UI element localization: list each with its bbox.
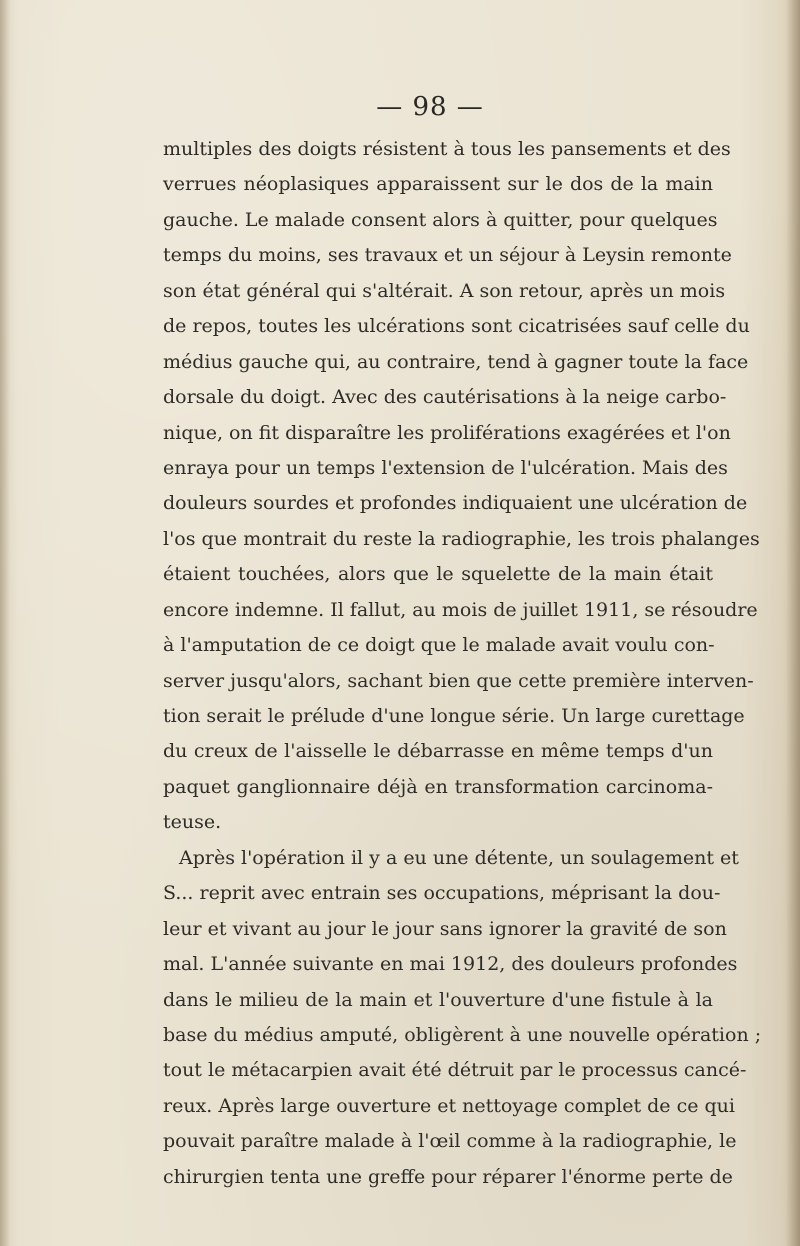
text-line: de repos, toutes les ulcérations sont cicatrisées sauf celle du <box>163 315 750 338</box>
text-line: dorsale du doigt. Avec des cautérisations à la neige carbo- <box>163 386 727 409</box>
text-line: multiples des doigts résistent à tous les pansements et des <box>163 138 731 160</box>
text-line: base du médius amputé, obligèrent à une nouvelle opération ; <box>163 1023 762 1046</box>
text-line: gauche. Le malade consent alors à quitter, pour quelques <box>163 208 718 231</box>
body-text <box>163 132 762 1195</box>
text-line: médius gauche qui, au contraire, tend à gagner toute la face <box>163 350 749 373</box>
text-line: encore indemne. Il fallut, au mois de juillet 1911, se résoudre <box>163 598 758 621</box>
text-line: tout le métacarpien avait été détruit par le processus cancé- <box>163 1059 747 1082</box>
text-line: mal. L'année suivante en mai 1912, des douleurs profondes <box>163 953 738 976</box>
text-line: server jusqu'alors, sachant bien que cette première interven- <box>163 669 754 692</box>
text-line: verrues néoplasiques apparaissent sur le dos de la main <box>163 173 713 196</box>
text-line: à l'amputation de ce doigt que le malade avait voulu con- <box>163 634 715 657</box>
text-line: douleurs sourdes et profondes indiquaient une ulcération de <box>163 492 748 515</box>
text-line: reux. Après large ouverture et nettoyage complet de ce qui <box>163 1094 735 1117</box>
text-line: son état général qui s'altérait. A son retour, après un mois <box>163 279 726 302</box>
text-line: tion serait le prélude d'une longue série. Un large curettage <box>163 705 745 727</box>
text-line: temps du moins, ses travaux et un séjour à Leysin remonte <box>163 244 732 267</box>
text-line: pouvait paraître malade à l'œil comme à la radiographie, le <box>163 1130 737 1153</box>
text-line: l'os que montrait du reste la radiographie, les trois phalanges <box>163 527 760 550</box>
text-line: leur et vivant au jour le jour sans ignorer la gravité de son <box>163 917 727 940</box>
text-line: du creux de l'aisselle le débarrasse en même temps d'un <box>163 740 713 763</box>
text-line: S... reprit avec entrain ses occupations, méprisant la dou- <box>163 882 721 905</box>
text-line: Après l'opération il y a eu une détente, un soulagement et <box>179 846 739 869</box>
page-left-edge-shadow <box>0 0 10 1246</box>
text-line: enraya pour un temps l'extension de l'ulcération. Mais des <box>163 456 728 479</box>
text-line: paquet ganglionnaire déjà en transformation carcinoma- <box>163 775 713 798</box>
text-line: chirurgien tenta une greffe pour réparer l'énorme perte de <box>163 1165 733 1188</box>
text-line: nique, on fit disparaître les proliférations exagérées et l'on <box>163 421 731 444</box>
text-line: dans le milieu de la main et l'ouverture d'une fistule à la <box>163 988 713 1011</box>
text-line: teuse. <box>163 811 222 834</box>
page-number: — 98 — <box>376 92 484 122</box>
text-line: étaient touchées, alors que le squelette de la main était <box>163 563 713 586</box>
page-right-edge-shadow <box>786 0 800 1246</box>
